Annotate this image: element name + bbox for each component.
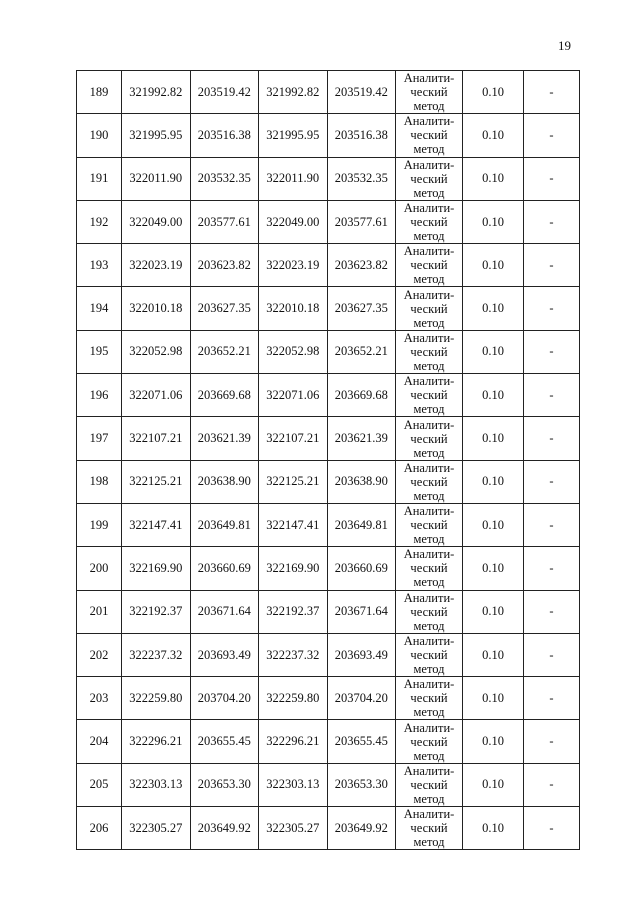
method-text-line: ческий — [410, 777, 448, 792]
note-cell: - — [524, 417, 580, 460]
point-number-cell: 206 — [77, 807, 122, 850]
table-body — [77, 71, 580, 850]
x-coordinate-alt-cell: 322192.37 — [259, 590, 328, 633]
point-number-cell: 190 — [77, 114, 122, 157]
method-cell — [396, 460, 463, 503]
method-text-line: метод — [413, 705, 445, 720]
x-coordinate-cell: 322011.90 — [122, 157, 191, 200]
y-coordinate-cell: 203649.81 — [190, 503, 259, 546]
method-text-line: Аналити- — [403, 330, 455, 345]
y-coordinate-alt-cell: 203649.81 — [327, 503, 396, 546]
table-row — [77, 287, 580, 330]
accuracy-cell: 0.10 — [463, 417, 524, 460]
y-coordinate-alt-cell: 203577.61 — [327, 200, 396, 243]
x-coordinate-cell: 322147.41 — [122, 503, 191, 546]
method-text-line: метод — [413, 185, 445, 200]
method-text-line: метод — [413, 532, 445, 547]
accuracy-cell: 0.10 — [463, 374, 524, 417]
y-coordinate-alt-cell: 203638.90 — [327, 460, 396, 503]
coordinates-table — [76, 70, 580, 850]
method-text-line: Аналити- — [403, 807, 455, 822]
y-coordinate-cell: 203621.39 — [190, 417, 259, 460]
point-number-cell: 191 — [77, 157, 122, 200]
y-coordinate-cell: 203577.61 — [190, 200, 259, 243]
table-row — [77, 374, 580, 417]
x-coordinate-alt-cell: 322023.19 — [259, 244, 328, 287]
y-coordinate-alt-cell: 203532.35 — [327, 157, 396, 200]
method-text-line: Аналити- — [403, 504, 455, 519]
y-coordinate-alt-cell: 203623.82 — [327, 244, 396, 287]
table-row — [77, 460, 580, 503]
method-text-line: Аналити- — [403, 244, 455, 259]
x-coordinate-cell: 321992.82 — [122, 71, 191, 114]
table-row — [77, 590, 580, 633]
x-coordinate-alt-cell: 322010.18 — [259, 287, 328, 330]
method-text-line: метод — [413, 618, 445, 633]
point-number-cell: 200 — [77, 547, 122, 590]
method-cell — [396, 374, 463, 417]
table-row — [77, 807, 580, 850]
method-text-line: Аналити- — [403, 634, 455, 648]
y-coordinate-cell: 203653.30 — [190, 763, 259, 806]
accuracy-cell: 0.10 — [463, 287, 524, 330]
method-text-line: ческий — [410, 648, 448, 662]
method-text-line: метод — [413, 662, 445, 676]
x-coordinate-cell: 322259.80 — [122, 677, 191, 720]
method-text-line: Аналити- — [403, 720, 455, 735]
method-text-line: ческий — [410, 604, 448, 619]
method-cell — [396, 547, 463, 590]
x-coordinate-alt-cell: 321995.95 — [259, 114, 328, 157]
method-cell — [396, 677, 463, 720]
method-text-line: ческий — [410, 215, 448, 230]
note-cell: - — [524, 244, 580, 287]
point-number-cell: 197 — [77, 417, 122, 460]
note-cell: - — [524, 677, 580, 720]
x-coordinate-cell: 322010.18 — [122, 287, 191, 330]
x-coordinate-cell: 322052.98 — [122, 330, 191, 373]
x-coordinate-cell: 322237.32 — [122, 633, 191, 676]
method-text-line: метод — [413, 488, 445, 503]
method-text-line: метод — [413, 835, 445, 850]
method-text-line: ческий — [410, 474, 448, 489]
accuracy-cell: 0.10 — [463, 503, 524, 546]
note-cell: - — [524, 157, 580, 200]
y-coordinate-cell: 203627.35 — [190, 287, 259, 330]
y-coordinate-cell: 203532.35 — [190, 157, 259, 200]
y-coordinate-cell: 203669.68 — [190, 374, 259, 417]
method-cell — [396, 807, 463, 850]
accuracy-cell: 0.10 — [463, 330, 524, 373]
x-coordinate-cell: 322192.37 — [122, 590, 191, 633]
y-coordinate-alt-cell: 203655.45 — [327, 720, 396, 763]
method-text-line: ческий — [410, 171, 448, 186]
method-cell — [396, 590, 463, 633]
x-coordinate-alt-cell: 322303.13 — [259, 763, 328, 806]
accuracy-cell: 0.10 — [463, 807, 524, 850]
point-number-cell: 192 — [77, 200, 122, 243]
method-text-line: ческий — [410, 691, 448, 706]
y-coordinate-cell: 203693.49 — [190, 633, 259, 676]
table-row — [77, 763, 580, 806]
method-text-line: Аналити- — [403, 763, 455, 778]
x-coordinate-cell: 322169.90 — [122, 547, 191, 590]
method-cell — [396, 287, 463, 330]
method-cell — [396, 633, 463, 676]
note-cell: - — [524, 460, 580, 503]
x-coordinate-alt-cell: 322011.90 — [259, 157, 328, 200]
note-cell: - — [524, 633, 580, 676]
x-coordinate-alt-cell: 322107.21 — [259, 417, 328, 460]
method-text-line: ческий — [410, 821, 448, 836]
y-coordinate-cell: 203649.92 — [190, 807, 259, 850]
accuracy-cell: 0.10 — [463, 720, 524, 763]
x-coordinate-cell: 322296.21 — [122, 720, 191, 763]
point-number-cell: 198 — [77, 460, 122, 503]
table-row — [77, 720, 580, 763]
method-text-line: Аналити- — [403, 157, 455, 172]
y-coordinate-cell: 203516.38 — [190, 114, 259, 157]
y-coordinate-alt-cell: 203519.42 — [327, 71, 396, 114]
x-coordinate-alt-cell: 322049.00 — [259, 200, 328, 243]
point-number-cell: 202 — [77, 633, 122, 676]
y-coordinate-cell: 203704.20 — [190, 677, 259, 720]
method-cell — [396, 157, 463, 200]
method-text-line: метод — [413, 99, 445, 114]
point-number-cell: 193 — [77, 244, 122, 287]
x-coordinate-cell: 322023.19 — [122, 244, 191, 287]
point-number-cell: 203 — [77, 677, 122, 720]
method-cell — [396, 763, 463, 806]
method-text-line: ческий — [410, 518, 448, 533]
x-coordinate-cell: 322049.00 — [122, 200, 191, 243]
method-text-line: ческий — [410, 561, 448, 576]
method-text-line: метод — [413, 445, 445, 460]
method-text-line: метод — [413, 358, 445, 373]
x-coordinate-cell: 322303.13 — [122, 763, 191, 806]
method-cell — [396, 503, 463, 546]
point-number-cell: 195 — [77, 330, 122, 373]
method-text-line: Аналити- — [403, 460, 455, 475]
method-text-line: Аналити- — [403, 677, 455, 692]
x-coordinate-alt-cell: 322071.06 — [259, 374, 328, 417]
point-number-cell: 201 — [77, 590, 122, 633]
method-text-line: ческий — [410, 344, 448, 359]
method-cell — [396, 71, 463, 114]
accuracy-cell: 0.10 — [463, 114, 524, 157]
x-coordinate-cell: 322071.06 — [122, 374, 191, 417]
x-coordinate-cell: 322107.21 — [122, 417, 191, 460]
method-text-line: ческий — [410, 734, 448, 749]
note-cell: - — [524, 374, 580, 417]
method-cell — [396, 200, 463, 243]
note-cell: - — [524, 590, 580, 633]
point-number-cell: 194 — [77, 287, 122, 330]
method-text-line: Аналити- — [403, 547, 455, 562]
method-text-line: Аналити- — [403, 374, 455, 389]
method-text-line: метод — [413, 748, 445, 763]
y-coordinate-alt-cell: 203693.49 — [327, 633, 396, 676]
point-number-cell: 199 — [77, 503, 122, 546]
accuracy-cell: 0.10 — [463, 71, 524, 114]
accuracy-cell: 0.10 — [463, 547, 524, 590]
accuracy-cell: 0.10 — [463, 200, 524, 243]
method-text-line: ческий — [410, 258, 448, 273]
y-coordinate-alt-cell: 203621.39 — [327, 417, 396, 460]
x-coordinate-alt-cell: 322147.41 — [259, 503, 328, 546]
accuracy-cell: 0.10 — [463, 590, 524, 633]
method-text-line: Аналити- — [403, 201, 455, 216]
method-text-line: метод — [413, 402, 445, 417]
method-cell — [396, 244, 463, 287]
note-cell: - — [524, 200, 580, 243]
table-row — [77, 677, 580, 720]
method-text-line: Аналити- — [403, 287, 455, 302]
table-row — [77, 244, 580, 287]
accuracy-cell: 0.10 — [463, 157, 524, 200]
y-coordinate-alt-cell: 203652.21 — [327, 330, 396, 373]
table-row — [77, 503, 580, 546]
method-text-line: ческий — [410, 431, 448, 446]
x-coordinate-alt-cell: 322305.27 — [259, 807, 328, 850]
method-cell — [396, 417, 463, 460]
method-text-line: Аналити- — [403, 590, 455, 605]
note-cell: - — [524, 720, 580, 763]
accuracy-cell: 0.10 — [463, 460, 524, 503]
table-row — [77, 417, 580, 460]
note-cell: - — [524, 330, 580, 373]
method-cell — [396, 330, 463, 373]
y-coordinate-cell: 203638.90 — [190, 460, 259, 503]
y-coordinate-alt-cell: 203627.35 — [327, 287, 396, 330]
y-coordinate-alt-cell: 203516.38 — [327, 114, 396, 157]
y-coordinate-cell: 203652.21 — [190, 330, 259, 373]
method-text-line: метод — [413, 791, 445, 806]
method-text-line: метод — [413, 272, 445, 287]
method-cell — [396, 720, 463, 763]
accuracy-cell: 0.10 — [463, 677, 524, 720]
y-coordinate-alt-cell: 203704.20 — [327, 677, 396, 720]
point-number-cell: 204 — [77, 720, 122, 763]
table-row — [77, 71, 580, 114]
y-coordinate-alt-cell: 203649.92 — [327, 807, 396, 850]
method-text-line: Аналити- — [403, 71, 455, 86]
method-text-line: ческий — [410, 301, 448, 316]
method-text-line: метод — [413, 229, 445, 244]
method-text-line: Аналити- — [403, 417, 455, 432]
accuracy-cell: 0.10 — [463, 244, 524, 287]
method-text-line: метод — [413, 315, 445, 330]
x-coordinate-alt-cell: 322125.21 — [259, 460, 328, 503]
y-coordinate-alt-cell: 203653.30 — [327, 763, 396, 806]
y-coordinate-cell: 203623.82 — [190, 244, 259, 287]
table-row — [77, 330, 580, 373]
note-cell: - — [524, 547, 580, 590]
note-cell: - — [524, 807, 580, 850]
table-row — [77, 547, 580, 590]
y-coordinate-cell: 203660.69 — [190, 547, 259, 590]
y-coordinate-alt-cell: 203671.64 — [327, 590, 396, 633]
y-coordinate-alt-cell: 203669.68 — [327, 374, 396, 417]
point-number-cell: 196 — [77, 374, 122, 417]
x-coordinate-alt-cell: 322052.98 — [259, 330, 328, 373]
method-text-line: метод — [413, 142, 445, 157]
note-cell: - — [524, 287, 580, 330]
x-coordinate-alt-cell: 321992.82 — [259, 71, 328, 114]
y-coordinate-cell: 203519.42 — [190, 71, 259, 114]
y-coordinate-cell: 203655.45 — [190, 720, 259, 763]
method-text-line: Аналити- — [403, 114, 455, 129]
method-text-line: ческий — [410, 85, 448, 100]
page-number: 19 — [558, 38, 571, 53]
point-number-cell: 205 — [77, 763, 122, 806]
x-coordinate-cell: 322125.21 — [122, 460, 191, 503]
method-text-line: метод — [413, 575, 445, 590]
y-coordinate-cell: 203671.64 — [190, 590, 259, 633]
x-coordinate-alt-cell: 322296.21 — [259, 720, 328, 763]
y-coordinate-alt-cell: 203660.69 — [327, 547, 396, 590]
note-cell: - — [524, 763, 580, 806]
table-row — [77, 157, 580, 200]
accuracy-cell: 0.10 — [463, 763, 524, 806]
note-cell: - — [524, 71, 580, 114]
note-cell: - — [524, 503, 580, 546]
x-coordinate-alt-cell: 322237.32 — [259, 633, 328, 676]
x-coordinate-cell: 322305.27 — [122, 807, 191, 850]
table-row — [77, 200, 580, 243]
method-text-line: ческий — [410, 128, 448, 143]
method-text-line: ческий — [410, 388, 448, 403]
x-coordinate-alt-cell: 322259.80 — [259, 677, 328, 720]
note-cell: - — [524, 114, 580, 157]
x-coordinate-alt-cell: 322169.90 — [259, 547, 328, 590]
table-row — [77, 114, 580, 157]
table-row — [77, 633, 580, 676]
x-coordinate-cell: 321995.95 — [122, 114, 191, 157]
point-number-cell: 189 — [77, 71, 122, 114]
accuracy-cell: 0.10 — [463, 633, 524, 676]
method-cell — [396, 114, 463, 157]
